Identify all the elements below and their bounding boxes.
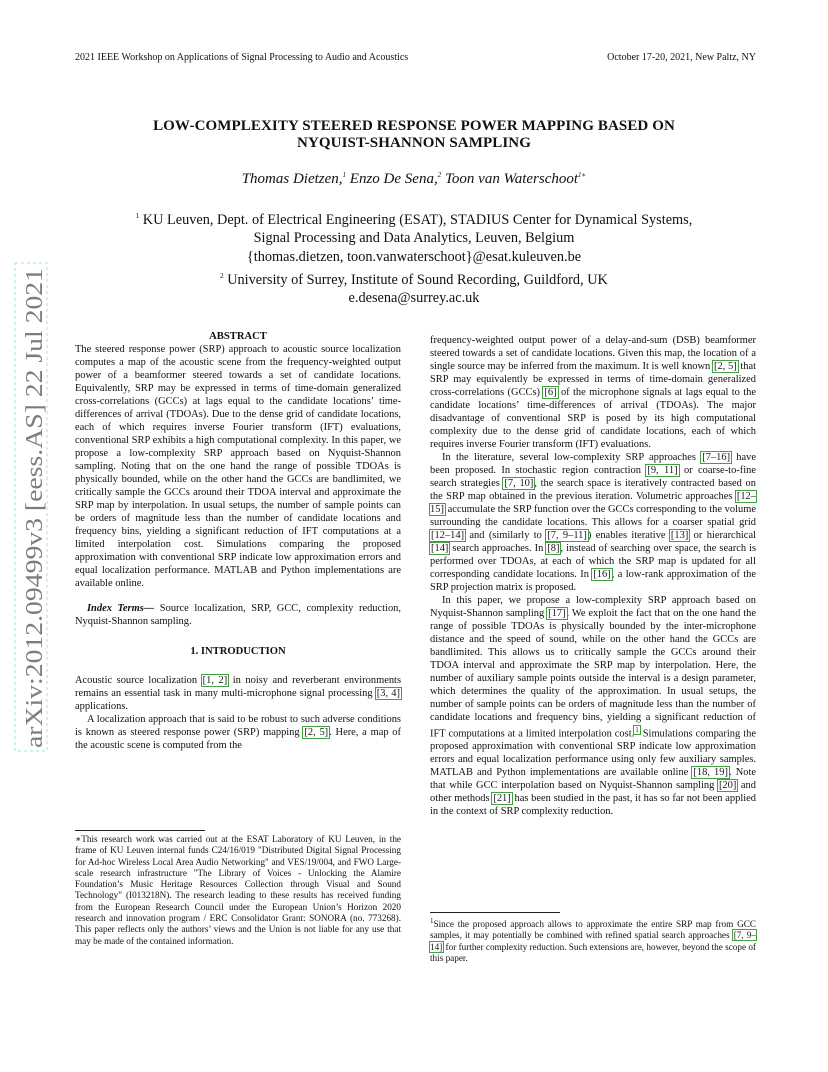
index-terms-label: Index Terms—: [87, 603, 155, 614]
paper-title: [0, 118, 828, 152]
affiliation-line-1: [0, 207, 828, 229]
author-2-sup: 2: [437, 171, 442, 179]
intro-p1-text-a: Acoustic source localization: [75, 675, 202, 686]
r-p3-a: In this paper, we propose a low-complexity SRP approach based on Nyquist-Shannon sampling: [430, 595, 756, 619]
r-p3-b: . We exploit the fact that on the one hand the range of possible TDOAs is physically bounded by the inter-microphone distance and the speed of sound, while on the other hand the GCCs are bandlimited. This allows us to critically sample the GCCs around their TDOA interval and approximate the SRP map by interpolation. Here, the number of auxiliary sample points outside the interval is a design parameter, which determines the quality of the approximation. In usual setups, the number of sample points can be orders of magnitude less than the number of candidate locations and frequency bins, yielding a significant reduction of IFT computations at a limited interpolation cost.: [430, 608, 756, 740]
author-3: Toon van Waterschoot: [441, 171, 579, 187]
left-column: [75, 330, 401, 752]
citation-link[interactable]: [12–14]: [431, 530, 465, 541]
intro-paragraph-1: [75, 674, 401, 713]
citation-link[interactable]: [12–15]: [430, 491, 756, 515]
r-p2-f: and (similarly to: [465, 530, 547, 541]
citation-link[interactable]: [16]: [593, 569, 611, 580]
citation-link[interactable]: [1, 2]: [202, 675, 228, 686]
section-1-heading: 1. INTRODUCTION: [190, 646, 286, 657]
right-paragraph-1: [430, 334, 756, 451]
r-p1-b: that SRP may equivalently be expressed in terms of time-domain generalized cross-correlations (GCCs): [430, 361, 756, 398]
aff1-text: KU Leuven, Dept. of Electrical Engineering (ESAT), STADIUS Center for Dynamical Systems,: [139, 211, 693, 228]
affiliation-line-2: Signal Processing and Data Analytics, Leuven, Belgium: [253, 230, 575, 247]
author-1: Thomas Dietzen,: [241, 171, 343, 187]
intro-paragraph-2: [75, 713, 401, 752]
citation-link[interactable]: [21]: [493, 793, 511, 805]
r-p2-c: or coarse-to-fine search strategies: [430, 465, 756, 489]
aff1-sup: 1: [135, 212, 140, 220]
r-p2-k: , a low-rank approximation of the SRP projection matrix is proposed.: [430, 569, 756, 593]
r-p2-e: accumulate the SRP function over the GCCs corresponding to the volume surrounding the candidate locations. This allows for a coarser spatial grid: [430, 504, 756, 528]
citation-link[interactable]: [7, 10]: [504, 478, 534, 489]
citation-link[interactable]: [7–16]: [702, 452, 731, 463]
aff2-text: University of Surrey, Institute of Sound Recording, Guildford, UK: [223, 271, 608, 288]
abstract-heading: ABSTRACT: [209, 331, 267, 342]
index-terms: [75, 602, 401, 628]
funding-footnote: ∗This research work was carried out at the ESAT Laboratory of KU Leuven, in the frame of KU Leuven internal funds C24/16/019 "Distributed Digital Signal Processing for Ad-hoc Wireless Local Area Audio Networking" and VES/19/004, and FWO Large-scale research infrastructure "The Library of Voices - Unlocking the Alamire Foundation’s Music Heritage Resources Collection through Visual and Sound Technology" (I013218N). The research leading to these results has received funding from the European Research Council under the European Union’s Horizon 2020 research and innovation program / ERC Consolidator Grant: SONORA (no. 773268). This paper reflects only the authors’ views and the Union is not liable for any use that may be made of the contained information.: [75, 834, 401, 946]
citation-link[interactable]: [3, 4]: [376, 688, 401, 699]
author-3-sup: 1∗: [578, 171, 587, 179]
r-p3-e: and other methods: [430, 780, 756, 805]
intro-p2-text-a: A localization approach that is said to be robust to such adverse conditions is known as steered response power (SRP) mapping: [75, 714, 401, 738]
citation-link[interactable]: [13]: [670, 530, 689, 541]
intro-p1-text-b: in noisy and reverberant environments remains an essential task in many multi-microphone signal processing: [75, 675, 402, 699]
scope-footnote-sup: 1: [430, 917, 434, 925]
citation-link[interactable]: [2, 5]: [713, 361, 737, 372]
aff2-sup: 2: [220, 271, 224, 280]
running-header-left: 2021 IEEE Workshop on Applications of Signal Processing to Audio and Acoustics: [75, 52, 409, 63]
footnote-rule-left: [75, 830, 205, 831]
author-1-sup: 1: [342, 171, 347, 179]
r-p1-a: frequency-weighted output power of a delay-and-sum (DSB) beamformer steered towards a set of candidate locations. Given this map, the location of a single source may be inferred from the maximum. It is well known: [430, 335, 756, 372]
author-list: [0, 171, 828, 188]
intro-p1-text-c: applications.: [75, 701, 129, 712]
citation-link[interactable]: [18, 19]: [693, 767, 728, 779]
right-paragraph-2: [430, 451, 756, 594]
affiliations: [0, 207, 828, 308]
running-header-right: October 17-20, 2021, New Paltz, NY: [607, 52, 756, 63]
r-p2-h: or hierarchical: [689, 530, 756, 541]
r-p2-b: have been proposed. In stochastic region contraction: [430, 452, 756, 476]
r-p2-a: In the literature, several low-complexity SRP approaches: [442, 452, 702, 463]
citation-link[interactable]: [8]: [547, 543, 560, 554]
arxiv-identifier: arXiv:2012.09499v3 [eess.AS] 22 Jul 2021: [21, 323, 48, 748]
footnote-rule-right: [430, 912, 560, 913]
footnote-marker-link[interactable]: 1: [635, 726, 639, 734]
citation-link[interactable]: [9, 11]: [647, 465, 678, 476]
r-p2-j: , instead of searching over space, the search is performed over TDOAs, at each of which the SRP map is updated for all corresponding candidate locations. In: [430, 543, 757, 580]
r-p2-i: search approaches. In: [449, 543, 547, 554]
affiliation-email-2: e.desena@surrey.ac.uk: [348, 289, 480, 306]
right-column: [430, 334, 756, 818]
citation-link[interactable]: [7, 9–14]: [430, 930, 756, 952]
citation-link[interactable]: [7, 9–11]: [547, 530, 587, 541]
affiliation-line-4: [0, 267, 828, 289]
citation-link[interactable]: [6]: [544, 387, 557, 398]
r-p3-c: Simulations comparing the proposed approximation with conventional SRP indicate low approximation errors and equal localization performance using only few auxiliary samples. MATLAB and Python implementations are available online: [430, 728, 757, 779]
r-p2-d: , the search space is iteratively contracted based on the SRP map obtained in the previous iteration. Volumetric approaches: [430, 478, 756, 502]
abstract-text: The steered response power (SRP) approach to acoustic source localization computes a map of the acoustic scene from the frequency-weighted output power of a beamformer steered towards a set of candidate locations. Equivalently, SRP may be expressed in terms of time-domain generalized cross-correlations (GCCs) at lags equal to the candidate locations’ time-differences of arrival (TDOAs). Due to the dense grid of candidate locations, each of which requires inverse Fourier transform (IFT) evaluations, conventional SRP exhibits a high computational complexity. In this paper, we propose a low-complexity SRP approach based on Nyquist-Shannon sampling. Noting that on the one hand the range of possible TDOAs is physically bounded, while on the other hand the GCCs are bandlimited, we critically sample the GCCs around their TDOA interval and approximate the SRP map by interpolation. In usual setups, the number of sample points can be orders of magnitude less than the number of candidate locations and frequency bins, yielding a significant reduction of IFT computations at a limited interpolation cost. Simulations comparing the proposed approximation with conventional SRP indicate low approximation errors and equal localization performance. MATLAB and Python implementations are available online.: [75, 344, 401, 589]
citation-link[interactable]: [14]: [431, 543, 449, 554]
title-line-2: NYQUIST-SHANNON SAMPLING: [297, 135, 531, 151]
r-p1-c: of the microphone signals at lags equal to the candidate locations’ time-differences of arrival (TDOAs). The major disadvantage of conventional SRP is posed by its high computational complexity due to the dense grid of candidate locations, each of which requires inverse Fourier transform (IFT) evaluations.: [430, 387, 756, 450]
citation-link[interactable]: [17]: [548, 608, 566, 619]
arxiv-sidebar: [14, 262, 48, 752]
title-line-1: LOW-COMPLEXITY STEERED RESPONSE POWER MAPPING BASED ON: [153, 118, 675, 134]
r-p2-g: ) enables iterative: [587, 530, 670, 541]
citation-link[interactable]: [2, 5]: [304, 727, 329, 738]
affiliation-emails: {thomas.dietzen, toon.vanwaterschoot}@esat.kuleuven.be: [246, 248, 582, 265]
r-p3-f: has been studied in the past, it has so far not been applied in the context of SRP complexity reduction.: [430, 793, 756, 818]
r-p3-d: . Note that while GCC interpolation based on Nyquist-Shannon sampling: [430, 767, 756, 792]
author-2: Enzo De Sena,: [346, 171, 438, 187]
intro-p2-text-b: . Here, a map of the acoustic scene is computed from the: [75, 727, 402, 751]
scope-footnote: [430, 916, 756, 964]
index-terms-text: Source localization, SRP, GCC, complexity reduction, Nyquist-Shannon sampling.: [75, 603, 401, 627]
citation-link[interactable]: [20]: [718, 780, 737, 792]
scope-fn-a: Since the proposed approach allows to approximate the entire SRP map from GCC samples, it may potentially be combined with refined spatial search approaches: [430, 919, 756, 941]
right-paragraph-3: [430, 594, 756, 818]
scope-fn-b: for further complexity reduction. Such extensions are, however, beyond the scope of this paper.: [430, 941, 756, 963]
